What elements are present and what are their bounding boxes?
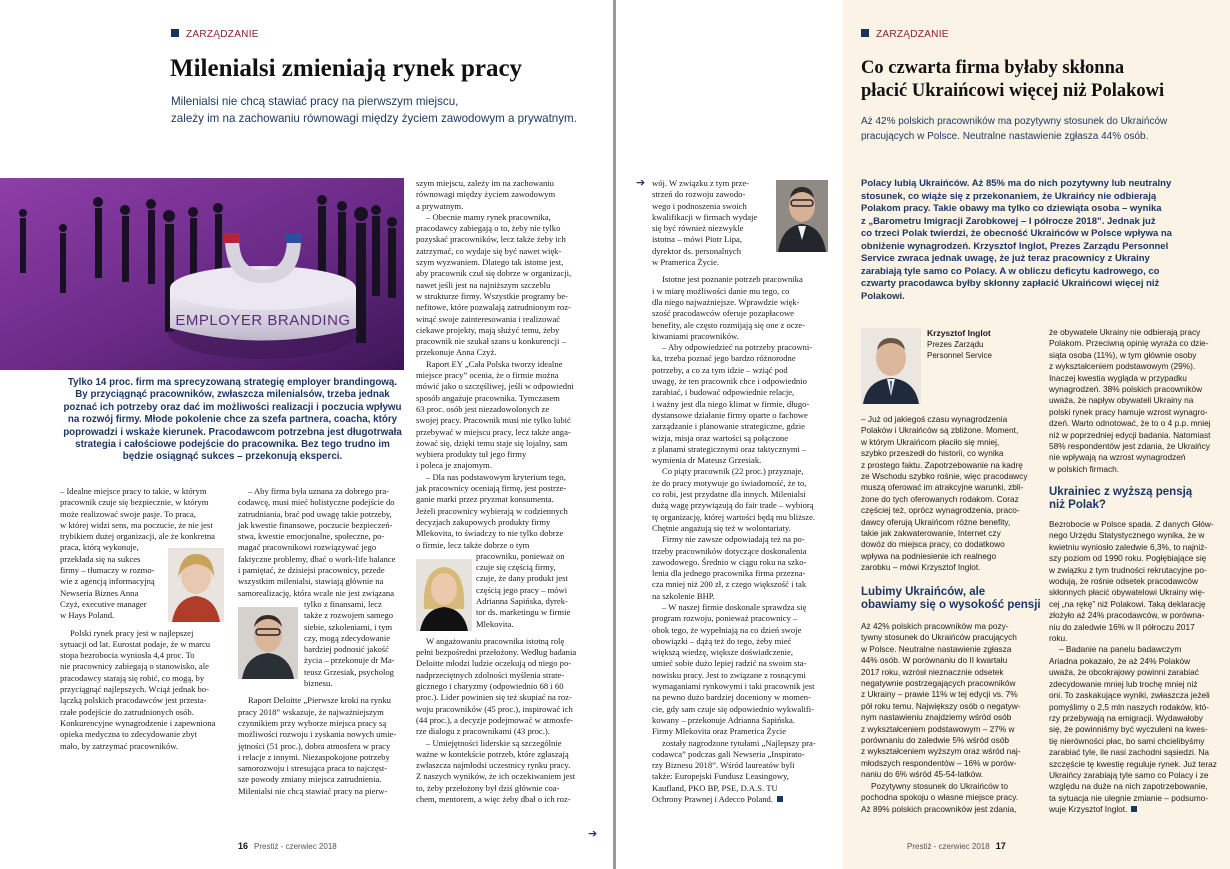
text-line: w Hays Poland. (60, 610, 115, 621)
text-line: umieć sobie dużo lepiej radzić na swoim sta- (652, 658, 807, 669)
text-line: samorealizację, która wcale nie jest związana (238, 587, 395, 598)
sidebar-subhead-2: Ukrainiec z wyższą pensją niż Polak? (1049, 486, 1193, 511)
text-line: nym nastawieniu znajdziemy wśród osób (861, 712, 1012, 723)
text-line: cie, gdy sam czuje się odpowiednio wykwalifi- (652, 703, 815, 714)
text-line: Kaufland, PKO BP, PSE, D.A.S. TU (652, 782, 778, 793)
text-line: Pozytywny stosunek do Ukraińców to (871, 780, 1008, 791)
text-line: wuje Krzysztof Inglot. (1049, 804, 1227, 815)
text-line: dawcy oferują Ukraińcom różne benefity, (861, 516, 1011, 527)
text-line: żone do tych oferowanych rodakom. Coraz (861, 493, 1019, 504)
person-company: Personnel Service (927, 351, 992, 360)
text-line: pracownik czuje się bezpiecznie, w którym (60, 497, 209, 508)
text-line: równowagi między życiem zawodowym (416, 189, 556, 200)
text-line: Bezrobocie w Polsce spada. Z danych Głów- (1049, 519, 1214, 529)
text-line: pomyślimy o 2,5 mln naszych rodaków, któ- (1049, 701, 1210, 712)
text-line: zarabiać tyle, ile nasi zachodni sąsiedzi. Na (1049, 747, 1210, 758)
text-line: stwa, kwestie emocjonalne, społeczne, po- (238, 531, 385, 542)
text-line: ka, trzeba poznać jego bardzo różnorodne (652, 353, 796, 364)
text-line: samorozwoju i stresująca praca to najczęst- (238, 763, 388, 774)
text-line: – Dla nas podstawowym kryterium tego, (426, 471, 566, 482)
text-line: zarabiają tyle samo co Polacy. A w obliczu deficytu kadrowego, co (861, 265, 1160, 277)
text-line: w której widzi sens, ma poczucie, że nie jest (60, 519, 213, 530)
person-caption (927, 328, 1037, 361)
text-line: biznesu. (304, 678, 333, 689)
anna-czyz-photo (168, 548, 224, 622)
text-line: gicznego i charyzmy (odpowiednio 68 i 60 (416, 681, 564, 692)
text-line: rzy Biznesu 2018”. Wśród laureatów byli (652, 760, 795, 771)
text-line: bardziej podnosić jakość (304, 644, 389, 655)
text-line: zdecydowanie mniej lub trochę mniej niż (1049, 678, 1198, 689)
text-line: sze powody zmiany miejsca zatrudnienia. (238, 774, 382, 785)
text-line: sytuacji od lat. Eurostat podaje, że w marcu (60, 638, 211, 649)
sidebar-highlight (861, 178, 1221, 303)
text-line: negatywnie postrzegających pracowników (861, 678, 1016, 689)
text-line: codawca” podczas gali Newseria „Inspirato- (652, 748, 805, 759)
text-line: rzy przebywają na emigracji. Wydawałoby (1049, 712, 1203, 723)
text-line: ganie marki przez pryzmat konsumenta. (416, 494, 554, 505)
text-line: muszą oferować im atrakcyjne warunki, zbli- (861, 482, 1024, 493)
adrianna-sapinska-photo (416, 559, 472, 631)
text-line: Raport Deloitte „Pierwsze kroki na rynku (248, 695, 391, 706)
text-line: i relacje z innymi. Niezaspokojone potrzeby (238, 751, 390, 762)
text-line: względu na duże na nich zapotrzebowanie, (1049, 781, 1208, 792)
text-line: wie z agencją informacyjną (60, 576, 155, 587)
text-line: Konkurencyjne wynagrodzenie i zapewniona (60, 717, 216, 728)
text-line: stosunek, co wiąże się z przekonaniem, że Ukraińcy nie odbierają (861, 190, 1157, 202)
text-line: Polski rynek pracy jest w najlepszej (70, 627, 194, 638)
text-line: Ochrony Prawnej i Adecco Poland. (652, 794, 842, 805)
text-line: zarobku – mówi Krzysztof Inglot. (861, 562, 981, 573)
text-line: potrzeby, a co za tym idzie – wziąć pod (652, 364, 788, 375)
text-line: – W naszej firmie doskonale sprawdza się (662, 601, 807, 612)
sidebar-column-1-bottom (861, 621, 1039, 815)
text-line: – Badanie na panelu badawczym (1059, 644, 1182, 655)
text-line: z „Barometru Imigracji Zarobkowej – I półrocze 2018”. Jednak już (861, 215, 1156, 227)
text-line: dyrektor ds. personalnych (652, 245, 742, 256)
text-line: z wykształceniem podstawowym – 27% w (861, 723, 1015, 734)
text-line: stopa bezrobocia wyniosła 4,4 proc. To (60, 650, 195, 661)
text-line: trybikiem dużej organizacji, ale że konkretna (60, 531, 215, 542)
text-line: decyzjach zakupowych produkty firmy (416, 516, 551, 527)
text-line: Jeżeli pracownicy wybierają w codziennych (416, 505, 568, 516)
text-line: nie pracownicy zabiegają o stanowisko, ale (60, 661, 209, 672)
text-line: takie jak zakwaterowanie, Internet czy (861, 528, 1001, 539)
text-line: dzeń. Warto odnotować, że to o 4 p.p. mniej (1049, 418, 1211, 429)
text-line: Aż 42% polskich pracowników ma pozy- (861, 621, 1009, 631)
text-line: szym wyzwaniem. Dlatego tak istotne jest, (416, 257, 564, 268)
text-line: – Aby odpowiedzieć na potrzeby pracowni- (662, 342, 813, 353)
text-line: się, że powinniśmy być wyczuleni na kwes- (1049, 724, 1208, 735)
text-line: Milenialsi nie chcą stawiać pracy na pierw- (238, 785, 388, 796)
text-line: większą wiedzę, większe doświadczenie, (652, 647, 794, 658)
text-line: przekonuje Anna Czyż. (416, 347, 497, 358)
text-line: pracowniku, ponieważ on (476, 550, 565, 561)
text-line: polski rynek pracy hamuje wzrost wynagro- (1049, 406, 1208, 417)
text-line: szym miejscu, zależy im na zachowaniu (416, 178, 554, 188)
text-line: opieka medyczna to zdecydowanie zbyt (60, 729, 197, 740)
text-line: niż w poprzedniej edycji badania. Natomiast (1049, 429, 1211, 440)
sidebar-category-label: ZARZĄDZANIE (861, 29, 949, 40)
text-line: kiwaniami pracowników. (652, 330, 739, 341)
text-line: Aż 89% polskich pracowników jest zdania, (861, 803, 1017, 814)
text-line: kowany – przekonuje Adrianna Sapińska. (652, 714, 795, 725)
text-line: Firmy nie zawsze odpowiadają też na po- (662, 534, 805, 545)
text-line: lenia dla jednego pracownika firma przezna- (652, 568, 806, 579)
text-line: o firmie, lecz także dobrze o tym (416, 539, 530, 550)
text-line: dowóz do miejsca pracy, co dodatkowo (861, 539, 1005, 550)
text-line: woju pracowników (45 proc.), inspirować ich (416, 703, 573, 714)
text-line: przekłada się na sukces (60, 553, 141, 564)
text-line: kwietniu wyniosło zaledwie 6,3%, to najniż- (1049, 541, 1208, 552)
ukraine-sidebar (843, 0, 1230, 869)
text-line: W angażowaniu pracownika istotną rolę (426, 635, 565, 646)
text-line: miejsce pracy” ocenia, że o firmie można (416, 370, 559, 381)
text-line: Inaczej kwestia wygląda w przypadku (1049, 372, 1187, 383)
text-line: wodują, że rośnie odsetek pracodawców (1049, 576, 1198, 587)
text-line: z prostego faktu. Zapotrzebowanie na kadrę (861, 459, 1023, 470)
text-line: ważne w kontekście potrzeb, które zgłaszają (416, 748, 569, 759)
text-line: szczęście tę kwestię reguluje rynek. Już teraz (1049, 758, 1217, 769)
text-line: nefitowe, które pozwalają zatrudnionym roz- (416, 302, 571, 313)
text-line: Deloitte młodzi ludzie oczekują od niego po- (416, 658, 572, 669)
text-line: oni. To zaskakujące wyniki, zwłaszcza jeżeli (1049, 690, 1210, 701)
text-line: sposób angażuje pracownika. Tymczasem (416, 392, 560, 403)
text-line: uwagę, że ten pracownik chce i odpowiednio (652, 376, 807, 387)
sidebar-column-1-top (861, 414, 1039, 574)
text-line: ta sytuacja nie ulegnie zmianie – podsumo- (1049, 792, 1209, 803)
text-line: i poleca je znajomym. (416, 460, 492, 471)
left-column-3 (416, 178, 584, 805)
text-line: proc.). Lider powinien się też skupiać na roz- (416, 692, 572, 703)
text-line: firmy – tłumaczy w rozmo- (60, 565, 155, 576)
text-line: rzałe podejście do zatrudnionych osób. (60, 706, 194, 717)
text-line: naniu do 6% wśród 45-54-latków. (861, 769, 984, 780)
text-line: uważa, że obcokrajowy powinni zarabiać (1049, 667, 1199, 678)
text-line: w którym Ukraińcom płaciło się mniej, (861, 436, 1000, 447)
text-line: kwalifikacji w firmach wydaje (652, 211, 758, 222)
text-line: na pewno dużo bardziej doceniony w momen- (652, 692, 811, 703)
text-line: chem, mentorem, a więc żeby dbał o ich roz- (416, 794, 571, 805)
text-line: faktyczne problemy, dbać o work-life balance (238, 553, 396, 564)
right-column-1 (652, 178, 842, 805)
text-line: Service zwraca jednak uwagę, że już teraz pracownicy z Ukrainy (861, 253, 1150, 264)
text-line: istotna – mówi Piotr Lipa, (652, 234, 742, 245)
person-name: Krzysztof Inglot (927, 328, 991, 338)
text-line: tywny stosunek do Ukraińców pracujących (861, 632, 1017, 643)
text-line: złożyło aż 24% pracodawców, w porówna- (1049, 610, 1205, 621)
article-highlight: Tylko 14 proc. firm ma sprecyzowaną strategię employer brandingową. By przyciągnąć pracowników, zwłaszcza milenialsów, trzeba jednak poznać ich potrzeby oraz dać im możliwości realizacji i poczucia wpływu na rozwój firmy. Młode pokolenie chce za szefa partnera, coacha, który poprowadzi i wskaże kierunek. Pracodawcom potrzebna jest długotrwała strategia i całościowe podejście do pracownika. Bez tego trudno im będzie osiągnąć sukces – przekonują eksperci. (63, 377, 402, 463)
text-line: roku. (1049, 633, 1068, 644)
text-line: wszystkim milenialsi, stawiają głównie na (238, 576, 384, 587)
text-line: życia – przekonuje dr Ma- (304, 655, 395, 666)
continue-arrow-icon: ➔ (588, 827, 598, 840)
category-label: ZARZĄDZANIE (171, 29, 259, 40)
krzysztof-inglot-photo (861, 328, 921, 404)
sidebar-title: Co czwarta firma byłaby skłonna płacić Ukraińcowi więcej niż Polakowi (861, 58, 1165, 101)
text-line: i pamiętać, że dzisiejsi pracownicy, przede (238, 565, 385, 576)
text-line: tor ds. marketingu w firmie (476, 607, 571, 618)
text-line: jętności (51 proc.), dobra atmosfera w pracy (238, 740, 391, 751)
text-line: może realizować swoje pasje. To praca, (60, 508, 196, 519)
text-line: częścią jego pracy – mówi (476, 584, 568, 595)
text-line: dla niego najważniejsze. Wprawdzie więk- (652, 296, 800, 307)
text-line: niu do zaledwie 16% w II półroczu 2017 (1049, 621, 1195, 632)
text-line: Polakom. Przeciwną opinię wyraża co dzie- (1049, 338, 1209, 349)
article-lead: Milenialsi nie chcą stawiać pracy na pierwszym miejscu, zależy im na zachowaniu równowagi między życiem zawodowym a prywatnym. (171, 95, 577, 125)
sidebar-lead: Aż 42% polskich pracowników ma pozytywny stosunek do Ukraińców pracujących w Polsce. Neutralne nastawienie zgłasza 44% osób. (861, 116, 1168, 142)
text-line: zwłaszcza najmłodsi uczestnicy rynku pracy. (416, 760, 571, 771)
text-line: pełni bezpośredni przełożony. Według badania (416, 647, 577, 658)
text-line: w strukturze firmy. Wszystkie programy be- (416, 290, 569, 301)
text-line: zawodowego. Średnio w ciągu roku na szko- (652, 556, 807, 567)
text-line: Polacy lubią Ukraińców. Aż 85% ma do nich pozytywny lub neutralny (861, 178, 1172, 189)
text-line: i ważny jest dla niego klimat w firmie, długo- (652, 398, 810, 409)
text-line: uważa, że napływ obywateli Ukrainy na (1049, 395, 1194, 406)
text-line: możliwości rozwoju i zyskania nowych umie- (238, 729, 397, 740)
text-line: codawcę, musi mieć holistyczne podejście do (238, 497, 395, 508)
text-line: Ariadna pokazało, że aż 24% Polaków (1049, 655, 1191, 666)
text-line: Newseria Biznes Anna (60, 587, 139, 598)
text-line: zarządzanie i planowanie strategiczne, gdzie (652, 421, 805, 432)
text-line: pozyskać pracowników, lecz także żeby ich (416, 234, 566, 245)
end-of-article-square-icon (777, 796, 783, 802)
text-line: z wykształceniem podstawowym (29%). (1049, 361, 1196, 372)
text-line: strzeń do rozwoju zawodo- (652, 189, 746, 200)
page-folio-left: 16 Prestiż - czerwiec 2018 (238, 841, 337, 851)
text-line: czynnikiem przy wyborze miejsca pracy są (238, 717, 387, 728)
text-line: Z naszych wyników, że ich oczekiwaniem jest (416, 771, 576, 782)
text-line: że do pracy motywuje go świadomość, że to, (652, 477, 807, 488)
text-line: Istotne jest poznanie potrzeb pracownika (662, 274, 803, 285)
sidebar-category-square-icon (861, 29, 869, 37)
text-line: czuje, że dany produkt jest (476, 573, 568, 584)
text-line: nadprzeciętnych zdolności myślenia strate- (416, 669, 565, 680)
text-line: pół roku temu. Największy osób o negatyw- (861, 700, 1021, 711)
text-line: 2017 roku, wzrósł nieznacznie odsetek (861, 666, 1004, 677)
text-line: siebie, szkoleniami, i tym (304, 621, 393, 632)
text-line: Mlekovita. (476, 618, 514, 629)
category-square-icon (171, 29, 179, 37)
continued-arrow-icon: ➔ (636, 176, 646, 189)
text-line: teusz Grzesiak, psycholog (304, 666, 394, 677)
text-line: czwarty pracodawca byłby skłonny zapłacić Ukraińcowi więcej niż (861, 278, 1160, 289)
text-line: praca, którą wykonuje, (60, 542, 139, 553)
text-line: zarabiać, i budować odpowiednie relacje, (652, 387, 795, 398)
text-line: Ukraińcy zarabiają tyle samo co Polacy i ze (1049, 769, 1209, 780)
text-line: zostały nagrodzone tytułami „Najlepszy pra- (662, 737, 816, 748)
text-line: Polakowi. (861, 290, 905, 302)
left-page (0, 0, 613, 869)
text-line: 44% osób. W porównaniu do II kwartału (861, 655, 1008, 666)
text-line: 63 proc. osób jest niezadowolonych ze (416, 403, 550, 414)
text-line: z Ukrainy – prawie 11% w tej edycji vs. 7% (861, 689, 1018, 700)
end-of-article-square-icon (1131, 806, 1137, 812)
text-line: wój. W związku z tym prze- (652, 178, 750, 188)
text-line: co trzeci Polak twierdzi, że obecność Ukraińców w Polsce wpływa na (861, 228, 1172, 239)
text-line: Adrianna Sapińska, dyrek- (476, 595, 568, 606)
text-line: porównaniu do zaledwie 5% wśród osób (861, 735, 1010, 746)
text-line: zatrudniania, brać pod uwagę takie potrzeby, (238, 508, 392, 519)
sidebar-column-2-bottom (1049, 519, 1227, 816)
page-folio-right: Prestiż - czerwiec 2018 17 (907, 841, 1006, 851)
text-line: także: Europejski Fundusz Leasingowy, (652, 771, 789, 782)
text-line: nie wpływają na wzrost wynagrodzeń (1049, 452, 1186, 463)
text-line: także z rozwojem samego (304, 610, 394, 621)
text-line: 58% respondentów jest zdania, że Ukraińcy (1049, 441, 1210, 452)
text-line: aby pracownik czuł się dobrze w organizacji, (416, 268, 572, 279)
text-line: Polaków i Ukraińców są zbliżone. Moment, (861, 425, 1019, 436)
text-line: Co piąty pracownik (22 proc.) przyznaje, (662, 466, 804, 477)
text-line: pracodawcy starają się robić, co mogą, by (60, 672, 205, 683)
text-line: czy, mogą zdecydowanie (304, 632, 391, 643)
text-line: program rozwoju, ponieważ pracownicy – (652, 613, 798, 624)
text-line: – Już od jakiegoś czasu wynagrodzenia (861, 414, 1008, 424)
text-line: benefity, ale często rozmijają się one z ocze- (652, 319, 806, 330)
text-line: cej „na rękę” niż Polakowi. Taką deklarację (1049, 598, 1206, 609)
text-line: co robi, jest przydatne dla innych. Milenialsi (652, 489, 806, 500)
person-role: Prezes Zarządu (927, 340, 984, 349)
text-line: z planami strategicznymi oraz taktycznymi – (652, 443, 807, 454)
sidebar-column-2-top (1049, 327, 1227, 475)
text-line: jak kwestie finansowe, poczucie bezpieczeń- (238, 519, 393, 530)
text-line: magać pracownikowi rozwiązywać jego (238, 542, 377, 553)
text-line: pracy 2018” wskazuje, że najważniejszym (238, 706, 384, 717)
mateusz-grzesiak-photo (238, 607, 298, 679)
text-line: szy poziom od 1990 roku. Pogłębiające się (1049, 553, 1207, 564)
text-line: nego Urzędu Statystycznego wynika, że w (1049, 530, 1205, 541)
text-line: swojej pracy. Pracownik musi nie tylko lubić (416, 415, 571, 426)
text-line: się być również niezwykle (652, 223, 744, 234)
text-line: tylko z finansami, lecz (304, 598, 382, 609)
text-line: trzeby pracowników dotyczące doskonalenia (652, 545, 807, 556)
right-page (616, 0, 1230, 869)
text-line: przebywać w miejscu pracy, lecz także anga- (416, 426, 571, 437)
text-line: wpływa na podniesienie ich realnego (861, 550, 997, 561)
text-line: wybiera produkty tuł jego firmy (416, 449, 527, 460)
text-line: w polskich firmach. (1049, 463, 1120, 474)
text-line: szybko przeszedł do historii, co wynika (861, 448, 1004, 459)
text-line: Firmy Mlekovita oraz Pramerica Życie (652, 726, 787, 737)
text-line: wego i podnoszenia swoich (652, 200, 747, 211)
text-line: i w miarę możliwości danie mu tego, co (652, 285, 790, 296)
text-line: – Idealne miejsce pracy to takie, w którym (60, 486, 207, 496)
text-line: przyciągnąć najlepszych. Wciąż jednak bo- (60, 684, 209, 695)
text-line: częściej też, oprócz wynagrodzenia, praco- (861, 505, 1020, 516)
piotr-lipa-photo (776, 180, 828, 252)
text-line: mówić jako o szczęśliwej, jeśli w odpowiedni (416, 381, 574, 392)
text-line: (44 proc.), a decyzje podejmować w atmosfe- (416, 714, 574, 725)
text-line: tię nierówności płac, bo sami chcielibyśmy (1049, 735, 1205, 746)
text-line: mało, by zatrzymać pracowników. (60, 740, 179, 751)
text-line: – Obecnie mamy rynek pracownika, (426, 211, 551, 222)
text-line: winąć swoje zainteresowania i realizować (416, 313, 561, 324)
text-line: to, żeby przełożony był dziś głównie coa- (416, 782, 560, 793)
text-line: że obywatele Ukrainy nie odbierają pracy (1049, 327, 1201, 337)
text-line: tę organizację, której wartości będą mu bliższe. (652, 511, 816, 522)
text-line: na szkolenie BHP. (652, 590, 715, 601)
sidebar-subhead-1: Lubimy Ukraińców, ale obawiamy się o wysokość pensji (861, 586, 1041, 611)
hero-image-label: EMPLOYER BRANDING (175, 312, 351, 329)
text-line: lączką polskich pracodawców jest przesta- (60, 695, 207, 706)
text-line: wynagrodzeń. 38% polskich pracowników (1049, 384, 1203, 395)
text-line: w Pramerica Życie. (652, 257, 720, 268)
text-line: jak pracownicy oceniają firmę, jest postrze- (416, 483, 567, 494)
text-line: – Umiejętności liderskie są szczególnie (426, 737, 562, 748)
text-line: siąta osoba (11%), w tym głównie osoby (1049, 349, 1197, 360)
text-line: pracodawcy zabiegają o to, żeby nie tylko (416, 223, 561, 234)
text-line: wymaganiami rynkowymi i taki pracownik jest (652, 681, 815, 692)
text-line: obniżenie wynagrodzeń. Krzysztof Inglot, Prezes Zarządu Personnel (861, 240, 1169, 252)
text-line: dystansowe działanie firmy oparte o fachowe (652, 409, 808, 420)
text-line: Polakom pracy. Takie obawy ma tylko co dziewiąta osoba – wynika (861, 203, 1162, 214)
text-line: – Aby firma była uznana za dobrego pra- (248, 486, 390, 496)
text-line: pracownik nie szukał szans u konkurencji – (416, 336, 566, 347)
text-line: szość pracodawców oferuje pozapłacowe (652, 308, 794, 319)
text-line: młodszych respondentów – 16% w porów- (861, 757, 1017, 768)
text-line: skłonnych płacić obywatelowi Ukrainy wię- (1049, 587, 1205, 598)
text-line: ciekawe projekty, mają służyć temu, żeby (416, 324, 560, 335)
text-line: obok tego, że wypełniają na co dzień swoje (652, 624, 802, 635)
text-line: zatrzymać, co wydaje się być nawet więk- (416, 245, 562, 256)
text-line: Chętnie angażują się też w wolontariaty. (652, 522, 791, 533)
text-line: obowiązki – dążą też do tego, żeby mieć (652, 635, 792, 646)
text-line: Raport EY „Cała Polska tworzy idealne (426, 358, 563, 369)
text-line: dużą wagę przywiązują do fair trade – wybiorą (652, 500, 814, 511)
text-line: w Polsce. Neutralne nastawienie zgłasza (861, 643, 1012, 654)
text-line: z wykształceniem wyższym oraz wśród naj- (861, 746, 1021, 757)
article-title: Milenialsi zmieniają rynek pracy (170, 55, 523, 82)
text-line: rze dialogu z pracownikami (43 proc.). (416, 726, 550, 737)
text-line: ze Wschodu szybko rośnie, więc pracodawcy (861, 471, 1028, 482)
text-line: pochodna spokoju o własne miejsce pracy. (861, 792, 1019, 803)
text-line: nawet jeśli jest na najniższym szczeblu (416, 279, 551, 290)
text-line: wizja, misja oraz wartości są połączone (652, 432, 789, 443)
text-line: cza mniej niż 200 zł, z czego większość i tak (652, 579, 807, 590)
text-line: czuje się częścią firmy, (476, 562, 556, 573)
text-line: żować się, dzięki temu staje się lojalny, sam (416, 437, 568, 448)
employer-branding-hero-image (0, 178, 404, 370)
text-line: Czyż, executive manager (60, 598, 147, 609)
text-line: nowisku pracy. Jest to związane z rosnącymi (652, 669, 806, 680)
text-line: wymienia dr Mateusz Grzesiak. (652, 455, 762, 466)
text-line: a prywatnym. (416, 200, 464, 211)
text-line: Mlekovita, to świadczy to nie tylko dobrze (416, 528, 564, 539)
text-line: w związku z tym trudności rekrutacyjne po- (1049, 564, 1207, 575)
